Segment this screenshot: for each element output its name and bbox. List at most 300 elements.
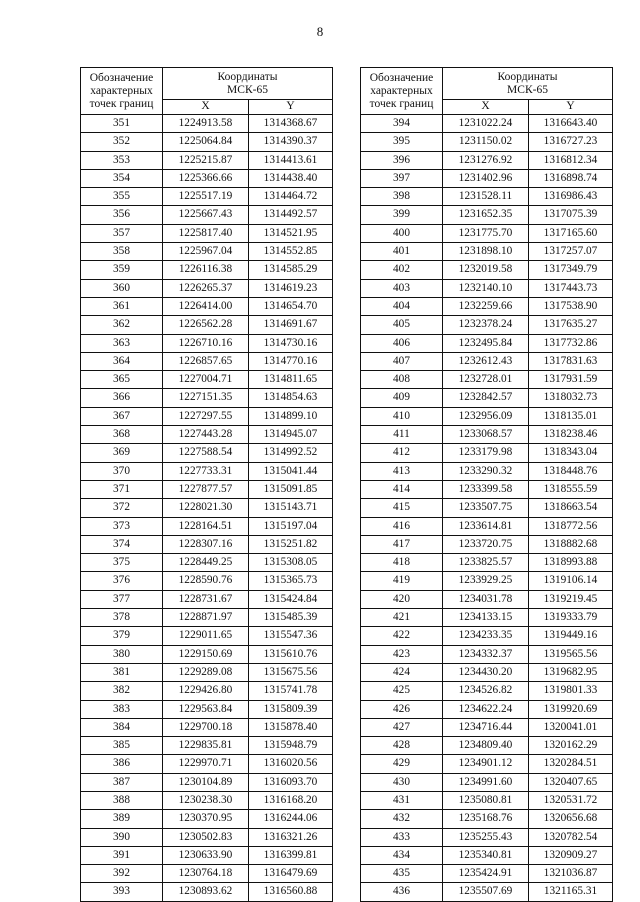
x-coordinate-cell: 1224913.58 [163,115,249,133]
table-row [361,718,613,736]
y-coordinate-cell: 1320162.29 [529,737,613,755]
point-number-cell: 355 [81,188,163,206]
x-coordinate-cell: 1232728.01 [443,371,529,389]
x-coordinate-cell: 1234809.40 [443,737,529,755]
table-row [81,718,333,736]
y-coordinate-cell: 1318135.01 [529,407,613,425]
y-coordinate-cell: 1318882.68 [529,535,613,553]
x-coordinate-cell: 1230502.83 [163,828,249,846]
y-coordinate-cell: 1319333.79 [529,609,613,627]
x-coordinate-cell: 1234901.12 [443,755,529,773]
point-number-cell: 430 [361,773,443,791]
table-row [81,828,333,846]
x-coordinate-cell: 1230893.62 [163,883,249,901]
page-number: 8 [316,24,324,39]
table-row [361,426,613,444]
point-number-cell: 367 [81,407,163,425]
point-number-cell: 418 [361,554,443,572]
table-row [361,737,613,755]
table-row [81,462,333,480]
x-coordinate-cell: 1235507.69 [443,883,529,901]
point-number-cell: 385 [81,737,163,755]
point-number-cell: 405 [361,316,443,334]
x-coordinate-cell: 1225517.19 [163,188,249,206]
x-coordinate-cell: 1233614.81 [443,517,529,535]
point-number-cell: 410 [361,407,443,425]
point-number-cell: 412 [361,444,443,462]
y-coordinate-cell: 1314730.16 [249,334,333,352]
x-coordinate-cell: 1233068.57 [443,426,529,444]
x-coordinate-cell: 1225817.40 [163,224,249,242]
table-row [81,682,333,700]
y-coordinate-cell: 1316479.69 [249,865,333,883]
point-number-cell: 354 [81,169,163,187]
y-coordinate-cell: 1321036.87 [529,865,613,883]
point-number-cell: 393 [81,883,163,901]
x-coordinate-cell: 1233507.75 [443,499,529,517]
x-coordinate-cell: 1234031.78 [443,590,529,608]
point-number-cell: 356 [81,206,163,224]
x-header: X [443,100,529,115]
table-row [81,590,333,608]
y-coordinate-cell: 1319565.56 [529,645,613,663]
point-number-cell: 432 [361,810,443,828]
y-coordinate-cell: 1315675.56 [249,663,333,681]
y-header: Y [249,100,333,115]
y-coordinate-cell: 1314368.67 [249,115,333,133]
y-coordinate-cell: 1316399.81 [249,846,333,864]
point-number-cell: 389 [81,810,163,828]
x-coordinate-cell: 1235340.81 [443,846,529,864]
table-row [81,865,333,883]
table-row [81,755,333,773]
table-row [81,791,333,809]
y-coordinate-cell: 1314390.37 [249,133,333,151]
x-coordinate-cell: 1232495.84 [443,334,529,352]
y-coordinate-cell: 1314770.16 [249,352,333,370]
x-coordinate-cell: 1230370.95 [163,810,249,828]
coordinates-header [443,68,613,100]
x-coordinate-cell: 1231652.35 [443,206,529,224]
y-coordinate-cell: 1320531.72 [529,791,613,809]
x-coordinate-cell: 1225366.66 [163,169,249,187]
table-row [361,389,613,407]
point-number-cell: 423 [361,645,443,663]
point-number-cell: 373 [81,517,163,535]
point-number-cell: 358 [81,243,163,261]
header-text: МСК-65 [227,83,268,96]
y-coordinate-cell: 1321165.31 [529,883,613,901]
point-number-cell: 388 [81,791,163,809]
x-coordinate-cell: 1234716.44 [443,718,529,736]
table-row [361,627,613,645]
y-coordinate-cell: 1318663.54 [529,499,613,517]
header-text: Координаты [497,70,558,83]
table-row [81,224,333,242]
x-coordinate-cell: 1229563.84 [163,700,249,718]
y-coordinate-cell: 1315485.39 [249,609,333,627]
x-coordinate-cell: 1234332.37 [443,645,529,663]
x-coordinate-cell: 1229835.81 [163,737,249,755]
table-row [81,389,333,407]
header-text: характерных [370,84,433,97]
point-number-cell: 376 [81,572,163,590]
x-coordinate-cell: 1229150.69 [163,645,249,663]
y-coordinate-cell: 1318032.73 [529,389,613,407]
x-header: X [163,100,249,115]
x-coordinate-cell: 1235168.76 [443,810,529,828]
x-coordinate-cell: 1231898.10 [443,243,529,261]
table-row [81,169,333,187]
y-coordinate-cell: 1317443.73 [529,279,613,297]
table-row [81,535,333,553]
point-number-cell: 363 [81,334,163,352]
x-coordinate-cell: 1228731.67 [163,590,249,608]
point-number-cell: 366 [81,389,163,407]
table-row [361,261,613,279]
table-row [81,115,333,133]
y-coordinate-cell: 1315091.85 [249,480,333,498]
x-coordinate-cell: 1227733.31 [163,462,249,480]
x-coordinate-cell: 1230238.30 [163,791,249,809]
y-coordinate-cell: 1315610.76 [249,645,333,663]
table-row [81,151,333,169]
point-number-cell: 396 [361,151,443,169]
point-number-cell: 431 [361,791,443,809]
point-number-cell: 372 [81,499,163,517]
point-number-cell: 399 [361,206,443,224]
point-number-cell: 421 [361,609,443,627]
point-number-cell: 378 [81,609,163,627]
point-number-cell: 422 [361,627,443,645]
table-row [81,480,333,498]
table-row [81,371,333,389]
y-coordinate-cell: 1316898.74 [529,169,613,187]
x-coordinate-cell: 1231276.92 [443,151,529,169]
y-coordinate-cell: 1320407.65 [529,773,613,791]
y-coordinate-cell: 1319449.16 [529,627,613,645]
table-row [361,151,613,169]
y-coordinate-cell: 1314552.85 [249,243,333,261]
point-number-cell: 416 [361,517,443,535]
point-number-cell: 413 [361,462,443,480]
x-coordinate-cell: 1225215.87 [163,151,249,169]
x-coordinate-cell: 1226710.16 [163,334,249,352]
table-row [81,517,333,535]
table-row [361,334,613,352]
y-coordinate-cell: 1316986.43 [529,188,613,206]
table-row [81,883,333,901]
y-coordinate-cell: 1315878.40 [249,718,333,736]
x-coordinate-cell: 1230764.18 [163,865,249,883]
table-row [361,700,613,718]
point-number-cell: 427 [361,718,443,736]
x-coordinate-cell: 1226265.37 [163,279,249,297]
point-number-cell: 361 [81,297,163,315]
x-coordinate-cell: 1229426.80 [163,682,249,700]
table-body [361,115,613,902]
point-number-cell: 362 [81,316,163,334]
point-number-cell: 375 [81,554,163,572]
table-row [81,572,333,590]
x-coordinate-cell: 1227443.28 [163,426,249,444]
x-coordinate-cell: 1230633.90 [163,846,249,864]
point-number-cell: 386 [81,755,163,773]
point-number-cell: 392 [81,865,163,883]
point-number-cell: 424 [361,663,443,681]
x-coordinate-cell: 1235080.81 [443,791,529,809]
x-coordinate-cell: 1225967.04 [163,243,249,261]
point-number-cell: 406 [361,334,443,352]
table-row [361,462,613,480]
point-number-cell: 425 [361,682,443,700]
point-number-cell: 359 [81,261,163,279]
table-row [81,773,333,791]
point-label-header [361,68,443,115]
table-row [361,682,613,700]
point-number-cell: 414 [361,480,443,498]
header-text: точек границ [89,97,154,110]
y-header: Y [529,100,613,115]
point-number-cell: 404 [361,297,443,315]
point-number-cell: 380 [81,645,163,663]
table-row [81,352,333,370]
x-coordinate-cell: 1230104.89 [163,773,249,791]
coordinates-header [163,68,333,100]
header-text: Обозначение [369,71,434,84]
x-coordinate-cell: 1226857.65 [163,352,249,370]
y-coordinate-cell: 1320656.68 [529,810,613,828]
table-row [81,426,333,444]
x-coordinate-cell: 1231528.11 [443,188,529,206]
y-coordinate-cell: 1318555.59 [529,480,613,498]
header-text: точек границ [369,97,434,110]
point-number-cell: 390 [81,828,163,846]
y-coordinate-cell: 1315197.04 [249,517,333,535]
y-coordinate-cell: 1316727.23 [529,133,613,151]
y-coordinate-cell: 1319682.95 [529,663,613,681]
point-number-cell: 357 [81,224,163,242]
point-number-cell: 379 [81,627,163,645]
point-number-cell: 401 [361,243,443,261]
y-coordinate-cell: 1319219.45 [529,590,613,608]
table-row [81,243,333,261]
table-body [81,115,333,902]
point-number-cell: 417 [361,535,443,553]
table-row [361,133,613,151]
x-coordinate-cell: 1234991.60 [443,773,529,791]
x-coordinate-cell: 1234526.82 [443,682,529,700]
point-number-cell: 387 [81,773,163,791]
table-row [81,133,333,151]
table-row [361,590,613,608]
x-coordinate-cell: 1234622.24 [443,700,529,718]
y-coordinate-cell: 1317257.07 [529,243,613,261]
table-row [361,554,613,572]
y-coordinate-cell: 1314691.67 [249,316,333,334]
table-row [81,663,333,681]
table-row [81,334,333,352]
table-row [361,297,613,315]
y-coordinate-cell: 1315308.05 [249,554,333,572]
x-coordinate-cell: 1229289.08 [163,663,249,681]
point-number-cell: 371 [81,480,163,498]
y-coordinate-cell: 1318772.56 [529,517,613,535]
table-row [361,316,613,334]
table-row [81,700,333,718]
x-coordinate-cell: 1232612.43 [443,352,529,370]
x-coordinate-cell: 1232140.10 [443,279,529,297]
table-row [81,499,333,517]
point-number-cell: 429 [361,755,443,773]
point-number-cell: 353 [81,151,163,169]
x-coordinate-cell: 1228021.30 [163,499,249,517]
point-number-cell: 352 [81,133,163,151]
y-coordinate-cell: 1317075.39 [529,206,613,224]
x-coordinate-cell: 1227877.57 [163,480,249,498]
table-row [81,279,333,297]
point-number-cell: 433 [361,828,443,846]
table-row [361,773,613,791]
x-coordinate-cell: 1232019.58 [443,261,529,279]
table-row [361,480,613,498]
y-coordinate-cell: 1320041.01 [529,718,613,736]
y-coordinate-cell: 1315948.79 [249,737,333,755]
x-coordinate-cell: 1234133.15 [443,609,529,627]
point-number-cell: 394 [361,115,443,133]
table-row [81,627,333,645]
y-coordinate-cell: 1320284.51 [529,755,613,773]
table-row [361,865,613,883]
point-label-header [81,68,163,115]
header-text: Обозначение [89,71,154,84]
table-row [361,371,613,389]
y-coordinate-cell: 1317831.63 [529,352,613,370]
point-number-cell: 420 [361,590,443,608]
y-coordinate-cell: 1314585.29 [249,261,333,279]
x-coordinate-cell: 1226562.28 [163,316,249,334]
y-coordinate-cell: 1314945.07 [249,426,333,444]
x-coordinate-cell: 1228307.16 [163,535,249,553]
y-coordinate-cell: 1318993.88 [529,554,613,572]
y-coordinate-cell: 1315809.39 [249,700,333,718]
y-coordinate-cell: 1314438.40 [249,169,333,187]
y-coordinate-cell: 1314464.72 [249,188,333,206]
point-number-cell: 369 [81,444,163,462]
point-number-cell: 400 [361,224,443,242]
table-row [361,846,613,864]
table-row [361,645,613,663]
point-number-cell: 397 [361,169,443,187]
x-coordinate-cell: 1225064.84 [163,133,249,151]
x-coordinate-cell: 1232378.24 [443,316,529,334]
table-row [361,663,613,681]
x-coordinate-cell: 1233929.25 [443,572,529,590]
point-number-cell: 419 [361,572,443,590]
table-row [81,810,333,828]
point-number-cell: 395 [361,133,443,151]
y-coordinate-cell: 1315741.78 [249,682,333,700]
x-coordinate-cell: 1233825.57 [443,554,529,572]
x-coordinate-cell: 1232842.57 [443,389,529,407]
point-number-cell: 360 [81,279,163,297]
y-coordinate-cell: 1316244.06 [249,810,333,828]
table-row [361,279,613,297]
point-number-cell: 391 [81,846,163,864]
y-coordinate-cell: 1316168.20 [249,791,333,809]
y-coordinate-cell: 1314521.95 [249,224,333,242]
y-coordinate-cell: 1314899.10 [249,407,333,425]
table-row [81,316,333,334]
x-coordinate-cell: 1227004.71 [163,371,249,389]
table-row [361,206,613,224]
y-coordinate-cell: 1316321.26 [249,828,333,846]
x-coordinate-cell: 1233179.98 [443,444,529,462]
y-coordinate-cell: 1314811.65 [249,371,333,389]
x-coordinate-cell: 1235255.43 [443,828,529,846]
y-coordinate-cell: 1318448.76 [529,462,613,480]
point-number-cell: 407 [361,352,443,370]
y-coordinate-cell: 1320782.54 [529,828,613,846]
point-number-cell: 351 [81,115,163,133]
table-row [81,206,333,224]
x-coordinate-cell: 1228449.25 [163,554,249,572]
table-row [81,188,333,206]
x-coordinate-cell: 1232259.66 [443,297,529,315]
table-row [361,352,613,370]
coordinates-table-right [360,67,613,902]
table-row [361,810,613,828]
x-coordinate-cell: 1231775.70 [443,224,529,242]
x-coordinate-cell: 1229700.18 [163,718,249,736]
table-row [361,243,613,261]
y-coordinate-cell: 1316643.40 [529,115,613,133]
y-coordinate-cell: 1317538.90 [529,297,613,315]
x-coordinate-cell: 1228590.76 [163,572,249,590]
y-coordinate-cell: 1314654.70 [249,297,333,315]
x-coordinate-cell: 1229970.71 [163,755,249,773]
y-coordinate-cell: 1318343.04 [529,444,613,462]
table-row [81,554,333,572]
point-number-cell: 408 [361,371,443,389]
header-text: Координаты [217,70,278,83]
x-coordinate-cell: 1227297.55 [163,407,249,425]
y-coordinate-cell: 1314992.52 [249,444,333,462]
y-coordinate-cell: 1315143.71 [249,499,333,517]
x-coordinate-cell: 1228871.97 [163,609,249,627]
x-coordinate-cell: 1231022.24 [443,115,529,133]
x-coordinate-cell: 1234430.20 [443,663,529,681]
y-coordinate-cell: 1319920.69 [529,700,613,718]
point-number-cell: 365 [81,371,163,389]
x-coordinate-cell: 1226116.38 [163,261,249,279]
table-row [81,444,333,462]
x-coordinate-cell: 1225667.43 [163,206,249,224]
point-number-cell: 382 [81,682,163,700]
y-coordinate-cell: 1320909.27 [529,846,613,864]
y-coordinate-cell: 1315251.82 [249,535,333,553]
x-coordinate-cell: 1232956.09 [443,407,529,425]
x-coordinate-cell: 1233290.32 [443,462,529,480]
point-number-cell: 383 [81,700,163,718]
y-coordinate-cell: 1317635.27 [529,316,613,334]
table-row [81,645,333,663]
point-number-cell: 368 [81,426,163,444]
y-coordinate-cell: 1316020.56 [249,755,333,773]
point-number-cell: 435 [361,865,443,883]
point-number-cell: 402 [361,261,443,279]
y-coordinate-cell: 1316812.34 [529,151,613,169]
